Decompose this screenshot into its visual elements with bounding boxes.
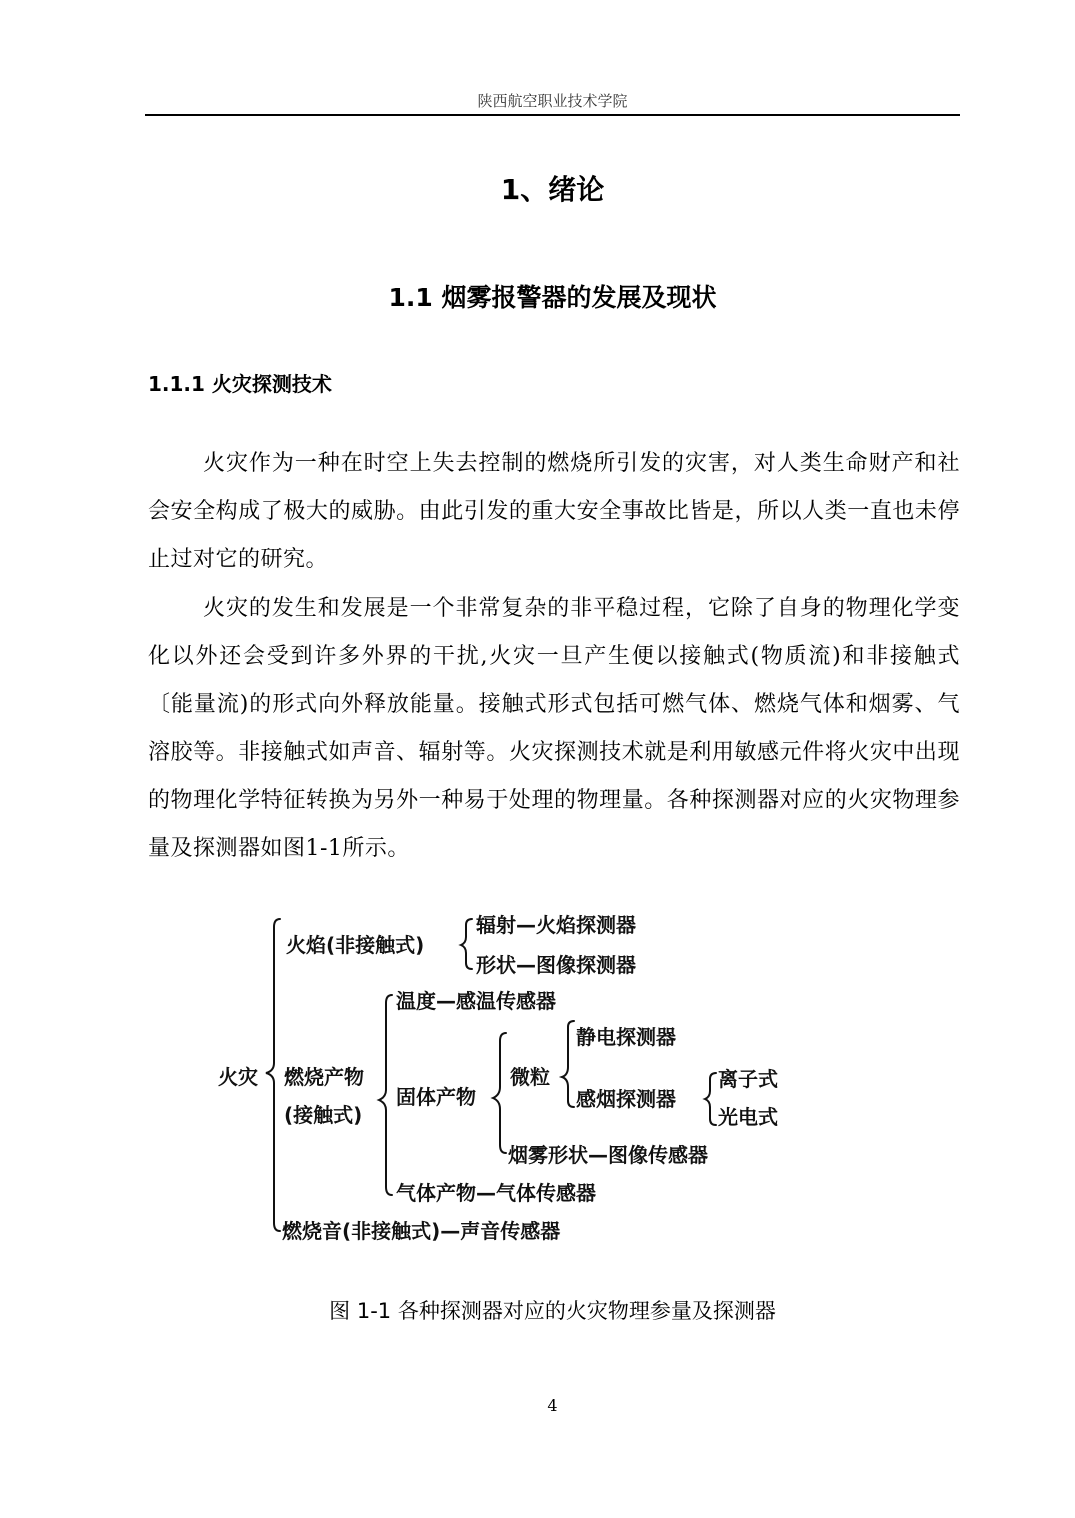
- section-title: 1.1 烟雾报警器的发展及现状: [388, 283, 717, 312]
- label-contact: (接触式): [284, 1103, 363, 1127]
- label-static: 静电探测器: [576, 1025, 676, 1049]
- fire-parameter-diagram: [210, 905, 810, 1250]
- label-sound: 燃烧音(非接触式)—声音传感器: [282, 1219, 561, 1243]
- label-solid: 固体产物: [396, 1085, 476, 1109]
- brace-flame: [461, 919, 472, 969]
- paragraph-intro: 火灾作为一种在时空上失去控制的燃烧所引发的灾害，对人类生命财产和社会安全构成了极大的威胁。由此引发的重大安全事故比皆是，所以人类一直也未停止过对它的研究。: [148, 451, 960, 572]
- brace-smoke-sensing: [705, 1073, 716, 1125]
- running-header: 陕西航空职业技术学院: [477, 92, 628, 110]
- brace-solid: [493, 1033, 506, 1153]
- label-fire: 火灾: [218, 1065, 258, 1089]
- label-smoke-shape: 烟雾形状—图像传感器: [508, 1143, 708, 1167]
- page-number: 4: [547, 1396, 558, 1415]
- brace-products: [379, 995, 392, 1195]
- header-rule: [145, 114, 960, 116]
- label-shape: 形状—图像探测器: [476, 953, 636, 977]
- paragraph-detection: 火灾的发生和发展是一个非常复杂的非平稳过程，它除了自身的物理化学变化以外还会受到许多外界的干扰,火灾一旦产生便以接触式(物质流)和非接触式〔能量流)的形式向外释放能量。接触式形式包括可燃气体、燃烧气体和烟雾、气溶胶等。非接触式如声音、辐射等。火灾探测技术就是利用敏感元件将火灾中出现的物理化学特征转换为另外一种易于处理的物理量。各种探测器对应的火灾物理参量及探测器如图1-1所示。: [148, 596, 960, 861]
- label-particles: 微粒: [510, 1065, 550, 1089]
- label-smoke-sensing: 感烟探测器: [576, 1087, 676, 1111]
- chapter-title: 1、绪论: [500, 173, 605, 206]
- brace-root: [266, 919, 280, 1231]
- figure-caption: 图 1-1 各种探测器对应的火灾物理参量及探测器: [329, 1299, 776, 1323]
- label-photoelectric: 光电式: [718, 1105, 778, 1129]
- subsection-title: 1.1.1 火灾探测技术: [148, 372, 332, 396]
- label-gas: 气体产物—气体传感器: [396, 1181, 596, 1205]
- label-products: 燃烧产物: [284, 1065, 364, 1089]
- brace-particles: [562, 1021, 574, 1107]
- label-ionic: 离子式: [718, 1067, 778, 1091]
- label-radiation: 辐射—火焰探测器: [476, 913, 636, 937]
- label-flame: 火焰(非接触式): [286, 933, 425, 957]
- label-temperature: 温度—感温传感器: [396, 989, 556, 1013]
